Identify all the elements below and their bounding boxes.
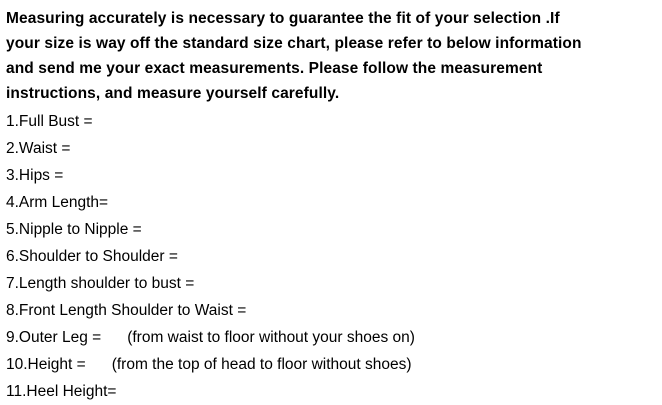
measurement-label: 10.Height = <box>6 356 86 373</box>
measurement-note <box>108 194 134 211</box>
measurement-note <box>142 221 168 238</box>
measurement-note <box>116 383 142 400</box>
intro-line: your size is way off the standard size chart, please refer to below information <box>6 35 582 52</box>
list-item <box>6 297 656 324</box>
measurement-label: 6.Shoulder to Shoulder = <box>6 248 178 265</box>
measurement-note <box>194 275 220 292</box>
list-item <box>6 324 656 351</box>
list-item <box>6 270 656 297</box>
measurement-label: 9.Outer Leg = <box>6 329 102 346</box>
measurement-note <box>70 140 96 157</box>
list-item <box>6 243 656 270</box>
measurement-note <box>178 248 204 265</box>
measurement-note: (from waist to floor without your shoes on) <box>127 329 415 346</box>
measurement-note <box>246 302 272 319</box>
measurement-label: 7.Length shoulder to bust = <box>6 275 195 292</box>
measurement-label: 4.Arm Length= <box>6 194 109 211</box>
measurement-label: 5.Nipple to Nipple = <box>6 221 142 238</box>
measurement-note <box>93 113 119 130</box>
intro-line: Measuring accurately is necessary to guarantee the fit of your selection .If <box>6 10 560 27</box>
intro-paragraph <box>6 6 656 106</box>
measurement-label: 2.Waist = <box>6 140 71 157</box>
list-item <box>6 135 656 162</box>
list-item <box>6 108 656 135</box>
measurement-label: 3.Hips = <box>6 167 64 184</box>
measurement-list <box>6 108 656 405</box>
list-item <box>6 216 656 243</box>
measurement-label: 11.Heel Height= <box>6 383 117 400</box>
measurement-note: (from the top of head to floor without shoes) <box>111 356 412 373</box>
list-item <box>6 162 656 189</box>
intro-line: and send me your exact measurements. Please follow the measurement <box>6 60 543 77</box>
measurement-note <box>63 167 89 184</box>
measurement-label: 1.Full Bust = <box>6 113 93 130</box>
measurement-label: 8.Front Length Shoulder to Waist = <box>6 302 247 319</box>
list-item <box>6 378 656 405</box>
intro-line: instructions, and measure yourself carefully. <box>6 85 340 102</box>
list-item <box>6 351 656 378</box>
list-item <box>6 189 656 216</box>
